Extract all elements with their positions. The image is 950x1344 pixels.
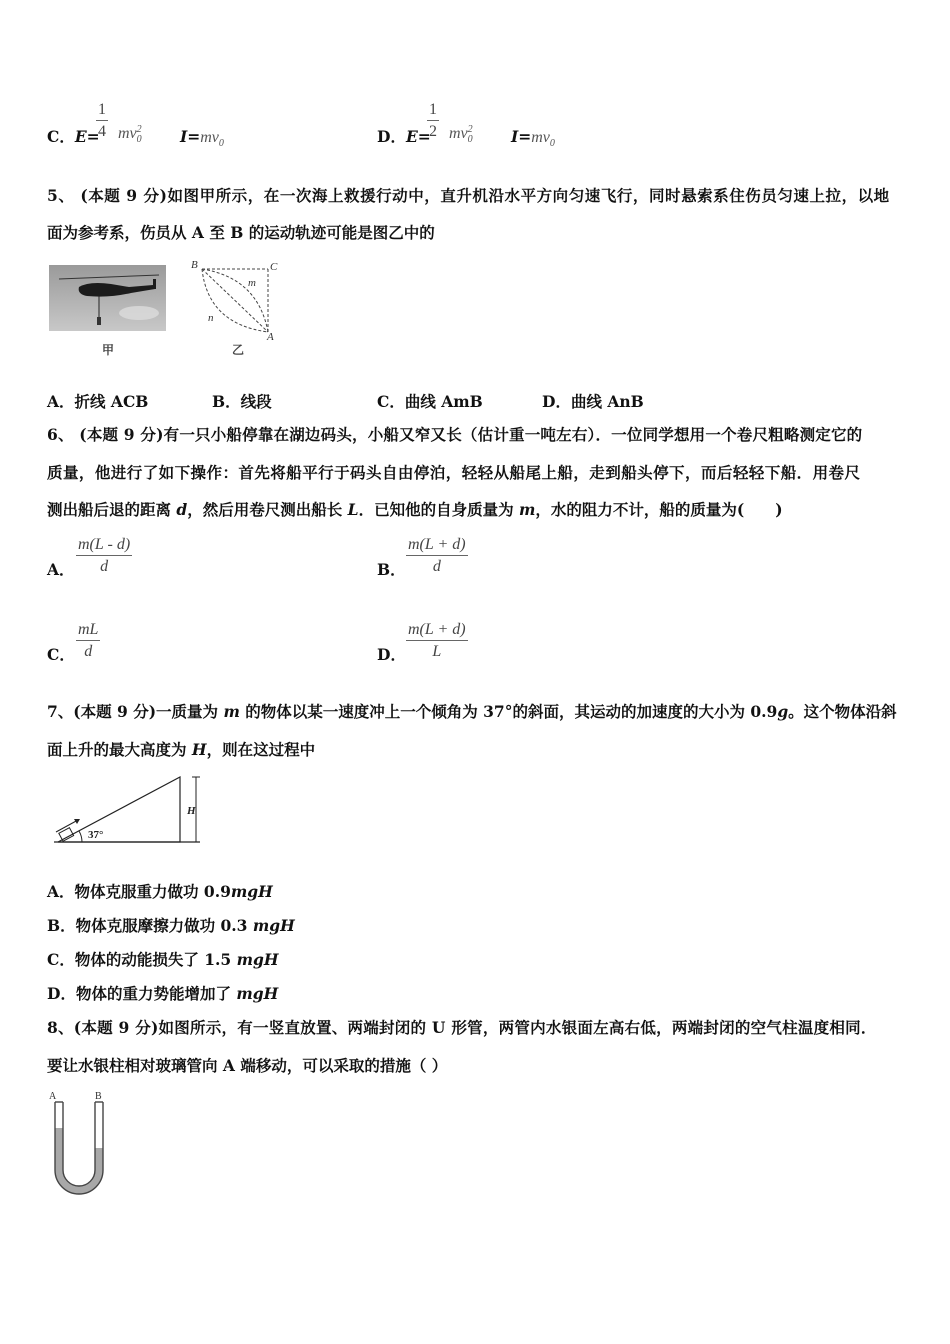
q5-figure-a-caption: 甲 xyxy=(102,343,115,357)
q6-stem-line3-part3: ．已知他的自身质量为 xyxy=(358,500,519,519)
q6-stem-line1: 6、 (本题 9 分)有一只小船停靠在湖边码头，小船又窄又长（估计重一吨左右）．一位同学想用一个卷尺粗略测定它的 xyxy=(47,425,863,444)
q4-option-c-i-label: I= xyxy=(180,127,201,146)
q7-option-c[interactable] xyxy=(47,950,279,970)
q5-stem-line1: 5、 (本题 9 分)如图甲所示，在一次海上救援行动中，直升机沿水平方向匀速飞行，同时悬索系住伤员匀速上拉，以地 xyxy=(47,186,890,205)
q6-option-a-fraction[interactable] xyxy=(76,535,132,578)
q7-fig-angle-label: 37° xyxy=(88,829,104,841)
q6-option-a-num: m(L - d) xyxy=(76,535,132,556)
q6-option-b-num: m(L + d) xyxy=(406,535,468,556)
q7-option-a[interactable] xyxy=(47,882,273,902)
q4-option-d-frac-den: 2 xyxy=(429,123,437,140)
q7-stem-line2 xyxy=(47,740,315,760)
q8-stem-line2: 要让水银柱相对玻璃管向 A 端移动，可以采取的措施（ ） xyxy=(47,1056,448,1075)
q7-option-b[interactable] xyxy=(47,916,295,936)
q4-option-d-letter: D． xyxy=(377,127,406,146)
q6-var-m: m xyxy=(518,500,536,519)
q5-option-b[interactable]: B．线段 xyxy=(212,392,272,411)
q6-option-c-den: d xyxy=(84,643,93,660)
q4-option-c-mv-sup: 2 xyxy=(136,123,142,135)
q4-option-c-frac-num: 1 xyxy=(96,100,108,121)
q6-option-a-letter[interactable]: A． xyxy=(47,560,75,579)
q5-stem-line2: 面为参考系，伤员从 A 至 B 的运动轨迹可能是图乙中的 xyxy=(47,223,435,242)
q6-var-d: d xyxy=(176,500,188,519)
q6-option-c-letter[interactable]: C． xyxy=(47,645,75,664)
q6-option-d-letter[interactable]: D． xyxy=(377,645,406,664)
q7-figure-incline xyxy=(50,772,210,848)
q7-option-b-var: mgH xyxy=(252,916,295,935)
q7-stem-line1-part1: 7、(本题 9 分)一质量为 xyxy=(47,702,224,721)
q4-option-d-i-label: I= xyxy=(511,127,532,146)
q6-option-b-den: d xyxy=(432,558,441,575)
q6-stem-line2: 质量，他进行了如下操作：首先将船平行于码头自由停泊，轻轻从船尾上船，走到船头停下，而后轻轻下船．用卷尺 xyxy=(47,463,861,482)
q4-option-c-i-sub: 0 xyxy=(218,138,224,150)
q4-option-c xyxy=(47,127,100,147)
q6-var-l: L xyxy=(347,500,359,519)
q7-option-b-text: B．物体克服摩擦力做功 0.3 xyxy=(47,916,253,935)
q8-fig-label-a: A xyxy=(49,1091,57,1102)
q5-fig-label-m: m xyxy=(248,277,256,289)
q7-var-h: H xyxy=(191,740,207,759)
q7-stem-line2-part2: ，则在这过程中 xyxy=(206,740,316,759)
q4-option-d-i-sub: 0 xyxy=(549,138,555,150)
q5-figure-b-caption: 乙 xyxy=(232,343,245,357)
q5-option-c[interactable]: C．曲线 AmB xyxy=(377,392,483,411)
q5-fig-label-c: C xyxy=(270,261,278,273)
q6-stem-line3 xyxy=(47,500,783,520)
q6-option-b-letter[interactable]: B． xyxy=(377,560,406,579)
q4-option-d-frac-num: 1 xyxy=(427,100,439,121)
q4-option-c-frac-den: 4 xyxy=(98,123,106,140)
q4-option-d-i-mv: mv xyxy=(531,129,550,146)
q7-var-g: g xyxy=(777,702,789,721)
q7-option-d-var: mgH xyxy=(236,984,279,1003)
q4-option-d xyxy=(377,127,431,147)
q6-option-a-den: d xyxy=(100,558,109,575)
q7-option-c-text: C．物体的动能损失了 1.5 xyxy=(47,950,237,969)
q6-stem-line3-part4: ，水的阻力不计，船的质量为( ) xyxy=(535,500,783,519)
q4-option-c-mv: mv xyxy=(118,125,137,142)
q5-fig-label-b: B xyxy=(191,259,198,271)
q8-stem-line1: 8、(本题 9 分)如图所示，有一竖直放置、两端封闭的 U 形管，两管内水银面左高右低，两端封闭的空气柱温度相同． xyxy=(47,1018,877,1037)
q4-option-d-impulse xyxy=(511,127,555,154)
q6-option-c-fraction[interactable] xyxy=(76,620,100,663)
q4-option-d-mv: mv xyxy=(449,125,468,142)
q4-option-c-i-mv: mv xyxy=(200,129,219,146)
q7-stem-line1-part3: 。这个物体沿斜 xyxy=(788,702,897,721)
q6-option-d-fraction[interactable] xyxy=(406,620,468,663)
q8-figure-u-tube xyxy=(44,1088,114,1198)
q4-option-d-e-label: E= xyxy=(405,127,431,146)
q5-figure-helicopter-photo xyxy=(49,265,166,331)
q5-figure-trajectory xyxy=(188,258,280,342)
q4-option-d-mv-squared xyxy=(449,123,473,145)
q7-fig-h-label: H xyxy=(187,805,196,817)
q5-fig-label-a: A xyxy=(267,331,274,342)
q6-option-d-den: L xyxy=(432,643,442,660)
q5-option-a[interactable]: A．折线 ACB xyxy=(47,392,149,411)
q7-option-d-text: D．物体的重力势能增加了 xyxy=(47,984,237,1003)
q6-stem-line3-part1: 测出船后退的距离 xyxy=(47,500,177,519)
q4-option-c-fraction xyxy=(96,100,108,143)
q4-option-d-mv-sup: 2 xyxy=(467,123,473,135)
q7-option-a-text: A．物体克服重力做功 0.9 xyxy=(47,882,231,901)
q8-fig-label-b: B xyxy=(95,1091,102,1102)
q7-stem-line2-part1: 面上升的最大高度为 xyxy=(47,740,192,759)
q7-option-a-var: mgH xyxy=(230,882,273,901)
q5-fig-label-n: n xyxy=(208,312,214,324)
q4-option-c-impulse xyxy=(180,127,224,154)
q5-option-d[interactable]: D．曲线 AnB xyxy=(542,392,644,411)
q7-stem-line1 xyxy=(47,702,897,722)
q6-option-d-num: m(L + d) xyxy=(406,620,468,641)
q7-stem-line1-part2: 的物体以某一速度冲上一个倾角为 37°的斜面，其运动的加速度的大小为 0.9 xyxy=(239,702,778,721)
q4-option-c-mv-sub: 0 xyxy=(136,134,142,146)
q4-option-d-fraction xyxy=(427,100,439,143)
q4-option-c-mv-squared xyxy=(118,123,142,145)
q7-option-d[interactable] xyxy=(47,984,278,1004)
q6-option-c-num: mL xyxy=(76,620,100,641)
q7-option-c-var: mgH xyxy=(236,950,279,969)
q6-stem-line3-part2: ，然后用卷尺测出船长 xyxy=(187,500,348,519)
q6-option-b-fraction[interactable] xyxy=(406,535,468,578)
q4-option-d-mv-sub: 0 xyxy=(467,134,473,146)
q7-var-m: m xyxy=(223,702,240,721)
q4-option-c-e-label: E= xyxy=(74,127,100,146)
q4-option-c-letter: C． xyxy=(47,127,75,146)
